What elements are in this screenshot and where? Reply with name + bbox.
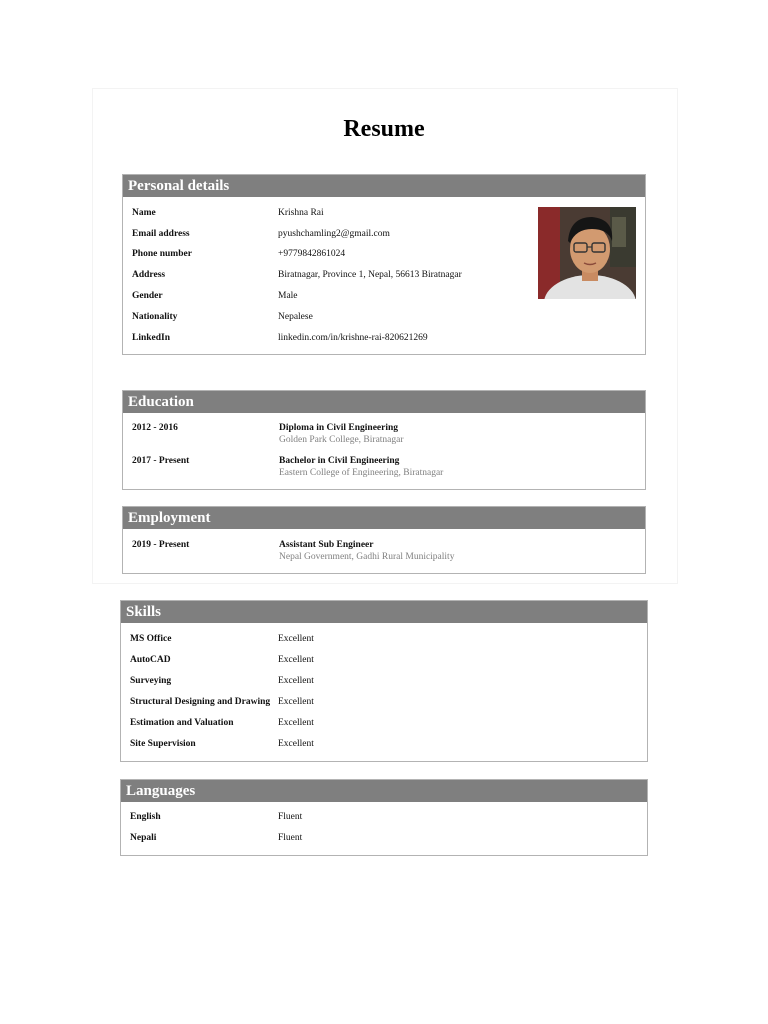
skill-name: Estimation and Valuation — [130, 718, 234, 728]
skill-name: Structural Designing and Drawing — [130, 697, 271, 707]
email-label: Email address — [132, 229, 190, 239]
name-value: Krishna Rai — [278, 208, 324, 218]
skill-level: Excellent — [278, 634, 314, 644]
skill-name: Site Supervision — [130, 739, 196, 749]
language-level: Fluent — [278, 812, 303, 822]
language-name: Nepali — [130, 833, 157, 843]
education-school: Golden Park College, Biratnagar — [279, 435, 404, 445]
phone-label: Phone number — [132, 249, 192, 259]
education-period: 2017 - Present — [132, 456, 190, 466]
education-period: 2012 - 2016 — [132, 423, 178, 433]
skill-level: Excellent — [278, 676, 314, 686]
email-value: pyushchamling2@gmail.com — [278, 229, 390, 239]
education-section — [122, 390, 646, 490]
name-label: Name — [132, 208, 156, 218]
skill-level: Excellent — [278, 655, 314, 665]
skill-name: Surveying — [130, 676, 172, 686]
linkedin-value: linkedin.com/in/krishne-rai-820621269 — [278, 333, 428, 343]
skills-section — [120, 600, 648, 762]
employment-section — [122, 506, 646, 574]
skill-name: MS Office — [130, 634, 172, 644]
skill-level: Excellent — [278, 718, 314, 728]
skill-name: AutoCAD — [130, 655, 171, 665]
address-value: Biratnagar, Province 1, Nepal, 56613 Biratnagar — [278, 270, 462, 280]
employment-org: Nepal Government, Gadhi Rural Municipality — [279, 552, 455, 562]
nationality-label: Nationality — [132, 312, 178, 322]
skill-level: Excellent — [278, 697, 314, 707]
personal-details-section — [122, 174, 646, 355]
gender-value: Male — [278, 291, 298, 301]
skills-header: Skills — [121, 601, 647, 623]
languages-header: Languages — [121, 780, 647, 802]
phone-value: +9779842861024 — [278, 249, 346, 259]
languages-section — [120, 779, 648, 856]
nationality-value: Nepalese — [278, 312, 313, 322]
employment-role: Assistant Sub Engineer — [279, 540, 374, 550]
education-degree: Diploma in Civil Engineering — [279, 423, 399, 433]
language-name: English — [130, 812, 161, 822]
linkedin-label: LinkedIn — [132, 333, 171, 343]
skill-level: Excellent — [278, 739, 314, 749]
education-school: Eastern College of Engineering, Biratnagar — [279, 468, 444, 478]
language-level: Fluent — [278, 833, 303, 843]
employment-period: 2019 - Present — [132, 540, 190, 550]
gender-label: Gender — [132, 291, 163, 301]
profile-photo — [538, 207, 636, 299]
education-degree: Bachelor in Civil Engineering — [279, 456, 400, 466]
address-label: Address — [132, 270, 166, 280]
education-header: Education — [123, 391, 645, 413]
personal-details-header: Personal details — [123, 175, 645, 197]
employment-header: Employment — [123, 507, 645, 529]
page-title: Resume — [343, 116, 425, 142]
